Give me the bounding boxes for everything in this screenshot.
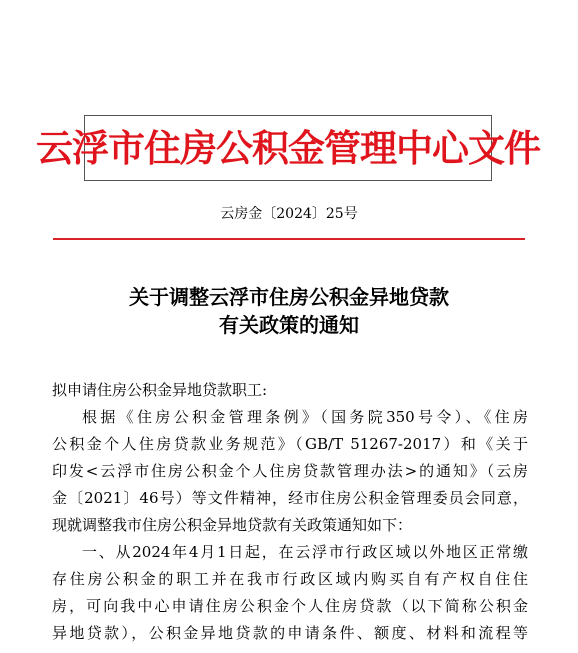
paragraph-2-line: 存住房公积金的职工并在我市行政区域内购买自有产权自住住 xyxy=(52,570,528,588)
notice-title xyxy=(0,283,578,339)
paragraph-1-line: 印发<云浮市住房公积金个人住房贷款管理办法>的通知》（云房 xyxy=(52,462,528,480)
salutation: 拟申请住房公积金异地贷款职工: xyxy=(52,381,268,399)
paragraph-1-line: 根据《住房公积金管理条例》（国务院350号令）、《住房 xyxy=(82,408,528,426)
red-divider-line xyxy=(53,238,525,240)
notice-body xyxy=(52,377,528,647)
paragraph-2-line: 房，可向我中心申请住房公积金个人住房贷款（以下简称公积金 xyxy=(52,597,528,615)
document-number: 云房金〔2024〕25号 xyxy=(220,206,358,222)
paragraph-1-line: 现就调整我市住房公积金异地贷款有关政策通知如下： xyxy=(52,516,413,534)
masthead-title: 云浮市住房公积金管理中心文件 xyxy=(36,125,540,170)
paragraph-2-line: 一、从2024年4月1日起，在云浮市行政区域以外地区正常缴 xyxy=(82,543,528,561)
paragraph-1-line: 公积金个人住房贷款业务规范》（GB/T 51267-2017）和《关于 xyxy=(52,435,528,453)
paragraph-1-line: 金〔2021〕46号）等文件精神，经市住房公积金管理委员会同意， xyxy=(52,489,528,507)
paragraph-2-line: 异地贷款），公积金异地贷款的申请条件、额度、材料和流程等 xyxy=(52,624,528,642)
notice-title-line-2: 有关政策的通知 xyxy=(219,313,359,337)
notice-title-line-1: 关于调整云浮市住房公积金异地贷款 xyxy=(129,285,449,309)
masthead-box xyxy=(36,115,540,181)
